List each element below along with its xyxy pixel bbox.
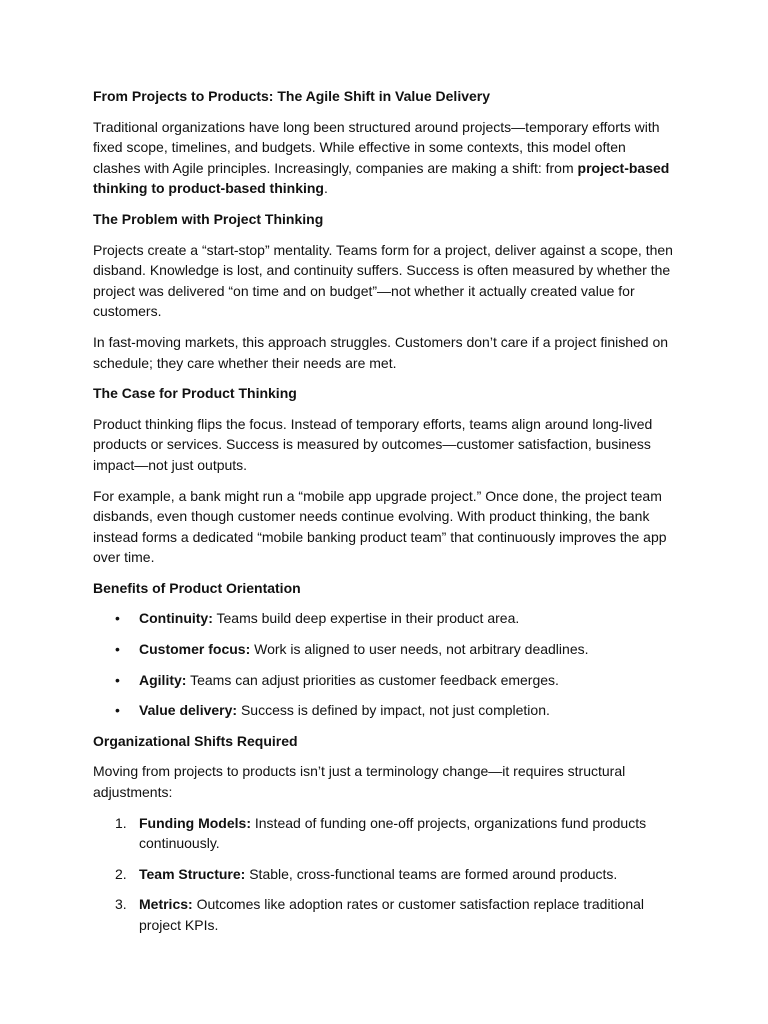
shifts-paragraph: Moving from projects to products isn’t just a terminology change—it requires structural adjustments:: [93, 763, 626, 801]
list-item-term: Funding Models:: [139, 814, 251, 831]
list-item-term: Team Structure:: [139, 865, 246, 882]
case-paragraph-1: Product thinking flips the focus. Instead of temporary efforts, teams align around long-lived products or services. Success is measured by outcomes—customer satisfaction, business impact—not just outputs.: [93, 415, 653, 473]
list-item: [93, 813, 675, 854]
section-heading-benefits: Benefits of Product Orientation: [93, 579, 301, 596]
intro-text: Traditional organizations have long been structured around projects—temporary efforts with fixed scope, timelines, and budgets. While effective in some contexts, this model often clashes with Agile principles. Increasingly, companies are making a shift: from: [93, 118, 660, 176]
section-heading-problem: The Problem with Project Thinking: [93, 210, 324, 227]
list-item-text: Outcomes like adoption rates or customer satisfaction replace traditional project KPIs.: [139, 896, 645, 933]
bullet-icon: •: [115, 671, 120, 688]
list-item-number: 1.: [115, 814, 127, 831]
list-item-text: Teams build deep expertise in their product area.: [212, 610, 520, 627]
list-item: [93, 864, 675, 885]
intro-paragraph: [93, 117, 675, 199]
list-item-term: Value delivery:: [139, 702, 238, 719]
list-item-number: 3.: [115, 896, 127, 913]
problem-paragraph-1: Projects create a “start-stop” mentality. Teams form for a project, deliver against a scope, then disband. Knowledge is lost, and continuity suffers. Success is often measured by whether the project was delivered “on time and on budget”—not whether it actually created value for customers.: [93, 241, 673, 320]
list-item-term: Continuity:: [139, 610, 213, 627]
bullet-icon: •: [115, 610, 120, 627]
list-item: [93, 700, 675, 721]
section-heading-case: The Case for Product Thinking: [93, 385, 297, 402]
problem-paragraph-2: In fast-moving markets, this approach struggles. Customers don’t care if a project finished on schedule; they care whether their needs are met.: [93, 333, 669, 371]
bullet-icon: •: [115, 641, 120, 658]
list-item-text: Success is defined by impact, not just completion.: [237, 702, 550, 719]
list-item: [93, 608, 675, 629]
intro-end: .: [323, 180, 328, 197]
intro-bold-text: project-based thinking to product-based thinking: [93, 159, 670, 197]
list-item-term: Metrics:: [139, 896, 193, 913]
document-page: [93, 86, 675, 946]
shifts-list: [93, 813, 675, 936]
list-item-text: Work is aligned to user needs, not arbitrary deadlines.: [250, 641, 589, 658]
bullet-icon: •: [115, 702, 120, 719]
list-item: [93, 670, 675, 691]
list-item-text: Instead of funding one-off projects, organizations fund products continuously.: [139, 814, 647, 852]
list-item: [93, 639, 675, 660]
list-item: [93, 894, 675, 935]
list-item-term: Agility:: [139, 671, 187, 688]
case-paragraph-2: For example, a bank might run a “mobile app upgrade project.” Once done, the project team disbands, even though customer needs continue evolving. With product thinking, the bank instead forms a dedicated “mobile banking product team” that continuously improves the app over time.: [93, 487, 667, 566]
list-item-text: Stable, cross-functional teams are formed around products.: [245, 865, 618, 882]
list-item-number: 2.: [115, 865, 127, 882]
benefits-list: [93, 608, 675, 720]
section-heading-shifts: Organizational Shifts Required: [93, 732, 298, 749]
document-title: From Projects to Products: The Agile Shift in Value Delivery: [93, 88, 491, 104]
list-item-text: Teams can adjust priorities as customer feedback emerges.: [186, 671, 559, 688]
list-item-term: Customer focus:: [139, 641, 251, 658]
